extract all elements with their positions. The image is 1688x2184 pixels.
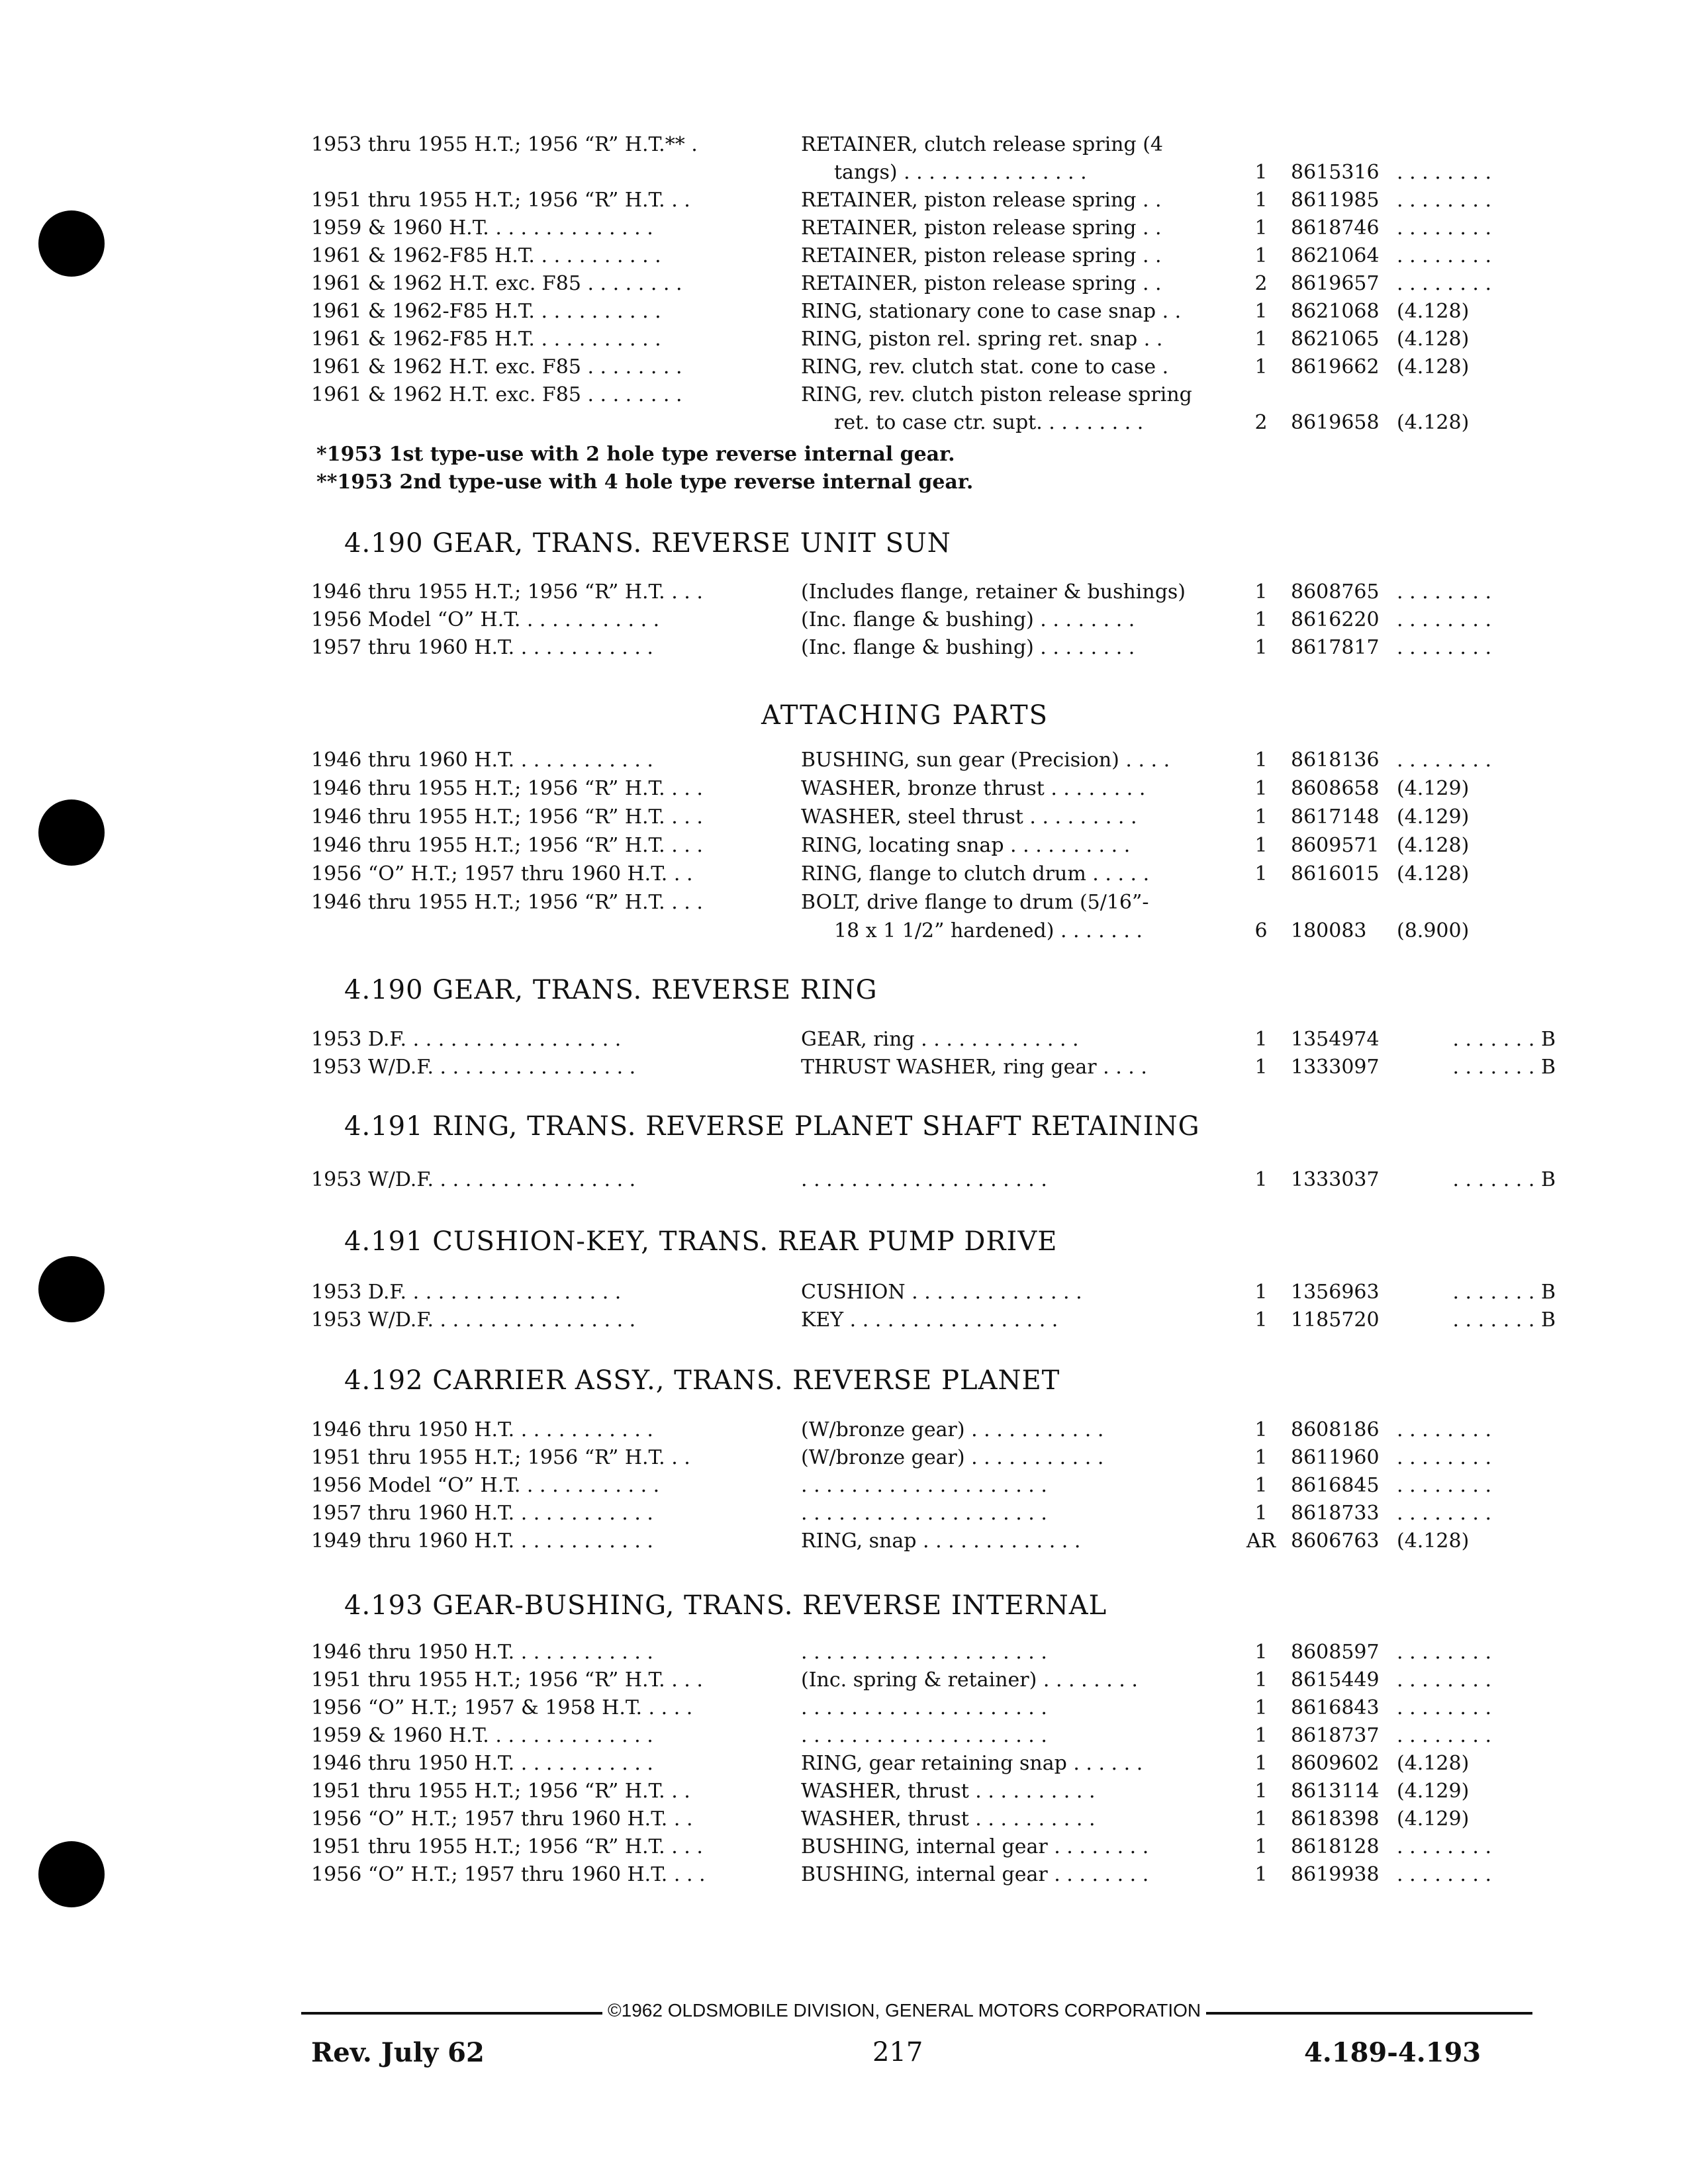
- quantity-cell: 1: [1254, 862, 1268, 886]
- reference-cell: (4.129): [1397, 777, 1470, 800]
- binder-hole-2: [38, 799, 105, 866]
- parts-row: [311, 1500, 1556, 1527]
- quantity-cell: 1: [1254, 1502, 1268, 1525]
- parts-row: [311, 131, 1556, 159]
- quantity-cell: 1: [1254, 1028, 1268, 1051]
- reference-cell: . . . . . . . .: [1397, 749, 1492, 772]
- part-number-cell: 8621065: [1291, 328, 1380, 351]
- part-number-cell: 8618128: [1291, 1835, 1380, 1858]
- part-number-cell: 8608597: [1291, 1641, 1380, 1664]
- section-heading: 4.193 GEAR-BUSHING, TRANS. REVERSE INTERNAL: [344, 1590, 1107, 1621]
- description-cell: BUSHING, sun gear (Precision) . . . .: [801, 749, 1170, 772]
- reference-cell: . . . . . . . .: [1397, 1446, 1492, 1469]
- reference-cell: (4.128): [1397, 355, 1470, 379]
- quantity-cell: 1: [1254, 834, 1268, 857]
- quantity-cell: 1: [1254, 1807, 1268, 1831]
- description-cell: BUSHING, internal gear . . . . . . . .: [801, 1835, 1149, 1858]
- model-cell: 1946 thru 1950 H.T. . . . . . . . . . . .: [311, 1641, 653, 1664]
- quantity-cell: 6: [1254, 919, 1268, 942]
- parts-row: [311, 1527, 1556, 1555]
- copyright-notice: ©1962 OLDSMOBILE DIVISION, GENERAL MOTORS CORPORATION: [602, 2000, 1206, 2021]
- description-cell: RING, stationary cone to case snap . .: [801, 300, 1182, 323]
- quantity-cell: 1: [1254, 777, 1268, 800]
- quantity-cell: 1: [1254, 1446, 1268, 1469]
- reference-cell: . . . . . . . .: [1397, 636, 1492, 659]
- description-cell: RETAINER, piston release spring . .: [801, 189, 1162, 212]
- description-cell: (W/bronze gear) . . . . . . . . . . .: [801, 1418, 1104, 1441]
- parts-row: [311, 1805, 1556, 1833]
- part-number-cell: 8619657: [1291, 272, 1380, 295]
- model-cell: 1951 thru 1955 H.T.; 1956 “R” H.T. . . .: [311, 1835, 703, 1858]
- reference-cell: . . . . . . . .: [1397, 1724, 1492, 1747]
- parts-row: [311, 1472, 1556, 1500]
- quantity-cell: 1: [1254, 355, 1268, 379]
- description-cell: . . . . . . . . . . . . . . . . . . . .: [801, 1502, 1047, 1525]
- reference-cell: (4.128): [1397, 1752, 1470, 1775]
- parts-row: [311, 860, 1556, 888]
- part-number-cell: 8608658: [1291, 777, 1380, 800]
- reference-cell: . . . . . . . .: [1397, 1502, 1492, 1525]
- section-heading: 4.190 GEAR, TRANS. REVERSE RING: [344, 975, 878, 1005]
- part-number-cell: 1356963: [1291, 1281, 1380, 1304]
- parts-row: [311, 775, 1556, 803]
- part-number-cell: 8606763: [1291, 1529, 1380, 1553]
- parts-row: [311, 1444, 1556, 1472]
- part-number-cell: 8608765: [1291, 580, 1380, 604]
- parts-row: [311, 1694, 1556, 1722]
- part-number-cell: 8621068: [1291, 300, 1380, 323]
- parts-row: [311, 1778, 1556, 1805]
- parts-row: [311, 1279, 1556, 1306]
- part-number-cell: 8617148: [1291, 805, 1380, 829]
- model-cell: 1961 & 1962 H.T. exc. F85 . . . . . . . .: [311, 355, 682, 379]
- reference-cell: . . . . . . . B: [1452, 1281, 1556, 1304]
- parts-row: [311, 606, 1556, 634]
- quantity-cell: 1: [1254, 1835, 1268, 1858]
- model-cell: 1946 thru 1960 H.T. . . . . . . . . . . .: [311, 749, 653, 772]
- section-range: 4.189-4.193: [1304, 2037, 1481, 2068]
- parts-row: [311, 409, 1556, 437]
- quantity-cell: 1: [1254, 1474, 1268, 1497]
- description-cell: WASHER, thrust . . . . . . . . . .: [801, 1780, 1096, 1803]
- model-cell: 1946 thru 1955 H.T.; 1956 “R” H.T. . . .: [311, 777, 703, 800]
- parts-row: [311, 1054, 1556, 1081]
- part-number-cell: 8611985: [1291, 189, 1380, 212]
- reference-cell: . . . . . . . .: [1397, 1474, 1492, 1497]
- reference-cell: (4.128): [1397, 411, 1470, 434]
- description-cell: RING, gear retaining snap . . . . . .: [801, 1752, 1143, 1775]
- parts-row: [311, 1416, 1556, 1444]
- part-number-cell: 8608186: [1291, 1418, 1380, 1441]
- quantity-cell: 1: [1254, 1696, 1268, 1719]
- reference-cell: . . . . . . . .: [1397, 189, 1492, 212]
- parts-row: [311, 159, 1556, 187]
- parts-row: [311, 1722, 1556, 1750]
- description-cell: GEAR, ring . . . . . . . . . . . . .: [801, 1028, 1079, 1051]
- part-number-cell: 8615316: [1291, 161, 1380, 184]
- description-cell: RING, snap . . . . . . . . . . . . .: [801, 1529, 1081, 1553]
- reference-cell: . . . . . . . .: [1397, 272, 1492, 295]
- reference-cell: (4.128): [1397, 1529, 1470, 1553]
- section-heading: 4.190 GEAR, TRANS. REVERSE UNIT SUN: [344, 528, 951, 559]
- part-number-cell: 8616843: [1291, 1696, 1380, 1719]
- parts-row: [311, 381, 1556, 409]
- model-cell: 1961 & 1962 H.T. exc. F85 . . . . . . . .: [311, 272, 682, 295]
- description-cell: RING, locating snap . . . . . . . . . .: [801, 834, 1131, 857]
- part-number-cell: 8618733: [1291, 1502, 1380, 1525]
- reference-cell: (8.900): [1397, 919, 1470, 942]
- parts-row: [311, 1166, 1556, 1194]
- model-cell: 1951 thru 1955 H.T.; 1956 “R” H.T. . .: [311, 1446, 690, 1469]
- parts-row: [311, 1861, 1556, 1889]
- description-cell: THRUST WASHER, ring gear . . . .: [801, 1056, 1147, 1079]
- quantity-cell: 1: [1254, 749, 1268, 772]
- reference-cell: . . . . . . . B: [1452, 1028, 1556, 1051]
- section-heading: 4.191 CUSHION-KEY, TRANS. REAR PUMP DRIVE: [344, 1226, 1058, 1257]
- model-cell: 1946 thru 1955 H.T.; 1956 “R” H.T. . . .: [311, 891, 703, 914]
- model-cell: 1956 “O” H.T.; 1957 thru 1960 H.T. . .: [311, 1807, 693, 1831]
- model-cell: 1956 Model “O” H.T. . . . . . . . . . . .: [311, 608, 660, 631]
- model-cell: 1951 thru 1955 H.T.; 1956 “R” H.T. . .: [311, 1780, 690, 1803]
- model-cell: 1946 thru 1955 H.T.; 1956 “R” H.T. . . .: [311, 834, 703, 857]
- description-cell: RING, rev. clutch piston release spring: [801, 383, 1192, 406]
- description-cell: CUSHION . . . . . . . . . . . . . .: [801, 1281, 1082, 1304]
- model-cell: 1961 & 1962-F85 H.T. . . . . . . . . . .: [311, 300, 661, 323]
- quantity-cell: 1: [1254, 1308, 1268, 1332]
- binder-hole-3: [38, 1256, 105, 1322]
- model-cell: 1946 thru 1955 H.T.; 1956 “R” H.T. . . .: [311, 805, 703, 829]
- reference-cell: (4.128): [1397, 862, 1470, 886]
- section-heading: 4.192 CARRIER ASSY., TRANS. REVERSE PLANET: [344, 1365, 1060, 1396]
- quantity-cell: 2: [1254, 411, 1268, 434]
- model-cell: 1946 thru 1950 H.T. . . . . . . . . . . .: [311, 1752, 653, 1775]
- reference-cell: (4.129): [1397, 805, 1470, 829]
- quantity-cell: 1: [1254, 1724, 1268, 1747]
- parts-row: [311, 1750, 1556, 1778]
- quantity-cell: 1: [1254, 608, 1268, 631]
- reference-cell: . . . . . . . .: [1397, 608, 1492, 631]
- description-cell: RING, piston rel. spring ret. snap . .: [801, 328, 1163, 351]
- description-cell: . . . . . . . . . . . . . . . . . . . .: [801, 1641, 1047, 1664]
- model-cell: 1953 W/D.F. . . . . . . . . . . . . . . . .: [311, 1308, 636, 1332]
- parts-row: [311, 214, 1556, 242]
- part-number-cell: 8618136: [1291, 749, 1380, 772]
- quantity-cell: 1: [1254, 216, 1268, 240]
- quantity-cell: 1: [1254, 805, 1268, 829]
- reference-cell: . . . . . . . .: [1397, 1863, 1492, 1886]
- description-cell: WASHER, steel thrust . . . . . . . . .: [801, 805, 1137, 829]
- section-heading: 4.191 RING, TRANS. REVERSE PLANET SHAFT RETAINING: [344, 1111, 1200, 1142]
- description-cell: RING, flange to clutch drum . . . . .: [801, 862, 1150, 886]
- reference-cell: (4.128): [1397, 834, 1470, 857]
- part-number-cell: 8611960: [1291, 1446, 1380, 1469]
- part-number-cell: 8609571: [1291, 834, 1380, 857]
- parts-row: [311, 1666, 1556, 1694]
- parts-row: [311, 1306, 1556, 1334]
- description-cell: (W/bronze gear) . . . . . . . . . . .: [801, 1446, 1104, 1469]
- footnote: **1953 2nd type-use with 4 hole type reverse internal gear.: [316, 471, 974, 494]
- quantity-cell: 1: [1254, 300, 1268, 323]
- quantity-cell: 1: [1254, 189, 1268, 212]
- part-number-cell: 1333097: [1291, 1056, 1380, 1079]
- reference-cell: . . . . . . . .: [1397, 1418, 1492, 1441]
- model-cell: 1957 thru 1960 H.T. . . . . . . . . . . .: [311, 1502, 653, 1525]
- description-cell: . . . . . . . . . . . . . . . . . . . .: [801, 1696, 1047, 1719]
- quantity-cell: 2: [1254, 272, 1268, 295]
- reference-cell: . . . . . . . B: [1452, 1056, 1556, 1079]
- reference-cell: . . . . . . . .: [1397, 244, 1492, 267]
- quantity-cell: 1: [1254, 1418, 1268, 1441]
- footnote: *1953 1st type-use with 2 hole type reverse internal gear.: [316, 443, 955, 466]
- part-number-cell: 8609602: [1291, 1752, 1380, 1775]
- quantity-cell: 1: [1254, 1780, 1268, 1803]
- parts-row: [311, 1833, 1556, 1861]
- binder-hole-4: [38, 1841, 105, 1907]
- parts-row: [311, 270, 1556, 298]
- reference-cell: . . . . . . . .: [1397, 1696, 1492, 1719]
- parts-row: [311, 187, 1556, 214]
- description-cell: RETAINER, piston release spring . .: [801, 272, 1162, 295]
- part-number-cell: 8617817: [1291, 636, 1380, 659]
- quantity-cell: AR: [1246, 1529, 1276, 1553]
- description-cell: . . . . . . . . . . . . . . . . . . . .: [801, 1724, 1047, 1747]
- model-cell: 1961 & 1962-F85 H.T. . . . . . . . . . .: [311, 328, 661, 351]
- reference-cell: . . . . . . . .: [1397, 1641, 1492, 1664]
- model-cell: 1956 “O” H.T.; 1957 & 1958 H.T. . . . .: [311, 1696, 693, 1719]
- revision-date: Rev. July 62: [311, 2037, 485, 2068]
- reference-cell: (4.129): [1397, 1807, 1470, 1831]
- part-number-cell: 8621064: [1291, 244, 1380, 267]
- model-cell: 1953 thru 1955 H.T.; 1956 “R” H.T.** .: [311, 133, 698, 156]
- quantity-cell: 1: [1254, 1668, 1268, 1692]
- part-number-cell: 8613114: [1291, 1780, 1380, 1803]
- model-cell: 1951 thru 1955 H.T.; 1956 “R” H.T. . . .: [311, 1668, 703, 1692]
- model-cell: 1951 thru 1955 H.T.; 1956 “R” H.T. . .: [311, 189, 690, 212]
- part-number-cell: 8618746: [1291, 216, 1380, 240]
- description-cell: ret. to case ctr. supt. . . . . . . . .: [834, 411, 1144, 434]
- description-cell: (Inc. spring & retainer) . . . . . . . .: [801, 1668, 1138, 1692]
- parts-row: [311, 889, 1556, 917]
- quantity-cell: 1: [1254, 244, 1268, 267]
- description-cell: . . . . . . . . . . . . . . . . . . . .: [801, 1474, 1047, 1497]
- description-cell: (Includes flange, retainer & bushings): [801, 580, 1186, 604]
- quantity-cell: 1: [1254, 1641, 1268, 1664]
- quantity-cell: 1: [1254, 1863, 1268, 1886]
- quantity-cell: 1: [1254, 328, 1268, 351]
- part-number-cell: 8616220: [1291, 608, 1380, 631]
- description-cell: RETAINER, piston release spring . .: [801, 244, 1162, 267]
- page-number: 217: [872, 2037, 923, 2068]
- reference-cell: (4.129): [1397, 1780, 1470, 1803]
- model-cell: 1959 & 1960 H.T. . . . . . . . . . . . . .: [311, 216, 653, 240]
- part-number-cell: 1333037: [1291, 1168, 1380, 1191]
- parts-row: [311, 242, 1556, 270]
- part-number-cell: 1354974: [1291, 1028, 1380, 1051]
- description-cell: RETAINER, piston release spring . .: [801, 216, 1162, 240]
- model-cell: 1961 & 1962 H.T. exc. F85 . . . . . . . .: [311, 383, 682, 406]
- part-number-cell: 8619662: [1291, 355, 1380, 379]
- model-cell: 1956 Model “O” H.T. . . . . . . . . . . .: [311, 1474, 660, 1497]
- model-cell: 1946 thru 1955 H.T.; 1956 “R” H.T. . . .: [311, 580, 703, 604]
- quantity-cell: 1: [1254, 1752, 1268, 1775]
- description-cell: BUSHING, internal gear . . . . . . . .: [801, 1863, 1149, 1886]
- reference-cell: . . . . . . . .: [1397, 1668, 1492, 1692]
- model-cell: 1953 W/D.F. . . . . . . . . . . . . . . . .: [311, 1056, 636, 1079]
- parts-row: [311, 326, 1556, 353]
- model-cell: 1946 thru 1950 H.T. . . . . . . . . . . .: [311, 1418, 653, 1441]
- model-cell: 1956 “O” H.T.; 1957 thru 1960 H.T. . .: [311, 862, 693, 886]
- parts-row: [311, 634, 1556, 662]
- quantity-cell: 1: [1254, 1056, 1268, 1079]
- model-cell: 1953 D.F. . . . . . . . . . . . . . . . . .: [311, 1281, 622, 1304]
- binder-hole-1: [38, 210, 105, 277]
- part-number-cell: 8618737: [1291, 1724, 1380, 1747]
- description-cell: WASHER, thrust . . . . . . . . . .: [801, 1807, 1096, 1831]
- description-cell: WASHER, bronze thrust . . . . . . . .: [801, 777, 1146, 800]
- description-cell: KEY . . . . . . . . . . . . . . . . .: [801, 1308, 1058, 1332]
- part-number-cell: 8619938: [1291, 1863, 1380, 1886]
- parts-row: [311, 1026, 1556, 1054]
- part-number-cell: 8618398: [1291, 1807, 1380, 1831]
- parts-row: [311, 803, 1556, 831]
- part-number-cell: 8619658: [1291, 411, 1380, 434]
- description-cell: tangs) . . . . . . . . . . . . . . .: [834, 161, 1087, 184]
- parts-row: [311, 917, 1556, 945]
- model-cell: 1961 & 1962-F85 H.T. . . . . . . . . . .: [311, 244, 661, 267]
- reference-cell: . . . . . . . .: [1397, 580, 1492, 604]
- description-cell: 18 x 1 1/2” hardened) . . . . . . .: [834, 919, 1143, 942]
- part-number-cell: 8616015: [1291, 862, 1380, 886]
- quantity-cell: 1: [1254, 580, 1268, 604]
- quantity-cell: 1: [1254, 636, 1268, 659]
- description-cell: RETAINER, clutch release spring (4: [801, 133, 1164, 156]
- reference-cell: (4.128): [1397, 328, 1470, 351]
- description-cell: (Inc. flange & bushing) . . . . . . . .: [801, 636, 1135, 659]
- part-number-cell: 180083: [1291, 919, 1367, 942]
- quantity-cell: 1: [1254, 161, 1268, 184]
- part-number-cell: 1185720: [1291, 1308, 1380, 1332]
- reference-cell: . . . . . . . B: [1452, 1308, 1556, 1332]
- part-number-cell: 8615449: [1291, 1668, 1380, 1692]
- reference-cell: . . . . . . . B: [1452, 1168, 1556, 1191]
- part-number-cell: 8616845: [1291, 1474, 1380, 1497]
- parts-row: [311, 353, 1556, 381]
- model-cell: 1959 & 1960 H.T. . . . . . . . . . . . . .: [311, 1724, 653, 1747]
- attaching-parts-heading: ATTACHING PARTS: [761, 700, 1049, 731]
- parts-row: [311, 1639, 1556, 1666]
- parts-row: [311, 578, 1556, 606]
- description-cell: (Inc. flange & bushing) . . . . . . . .: [801, 608, 1135, 631]
- description-cell: BOLT, drive flange to drum (5/16”-: [801, 891, 1149, 914]
- reference-cell: . . . . . . . .: [1397, 1835, 1492, 1858]
- model-cell: 1957 thru 1960 H.T. . . . . . . . . . . .: [311, 636, 653, 659]
- description-cell: . . . . . . . . . . . . . . . . . . . .: [801, 1168, 1047, 1191]
- model-cell: 1956 “O” H.T.; 1957 thru 1960 H.T. . . .: [311, 1863, 706, 1886]
- quantity-cell: 1: [1254, 1281, 1268, 1304]
- model-cell: 1949 thru 1960 H.T. . . . . . . . . . . .: [311, 1529, 653, 1553]
- reference-cell: . . . . . . . .: [1397, 161, 1492, 184]
- reference-cell: . . . . . . . .: [1397, 216, 1492, 240]
- parts-row: [311, 298, 1556, 326]
- model-cell: 1953 D.F. . . . . . . . . . . . . . . . . .: [311, 1028, 622, 1051]
- parts-row: [311, 747, 1556, 774]
- model-cell: 1953 W/D.F. . . . . . . . . . . . . . . . .: [311, 1168, 636, 1191]
- parts-row: [311, 832, 1556, 860]
- quantity-cell: 1: [1254, 1168, 1268, 1191]
- reference-cell: (4.128): [1397, 300, 1470, 323]
- description-cell: RING, rev. clutch stat. cone to case .: [801, 355, 1169, 379]
